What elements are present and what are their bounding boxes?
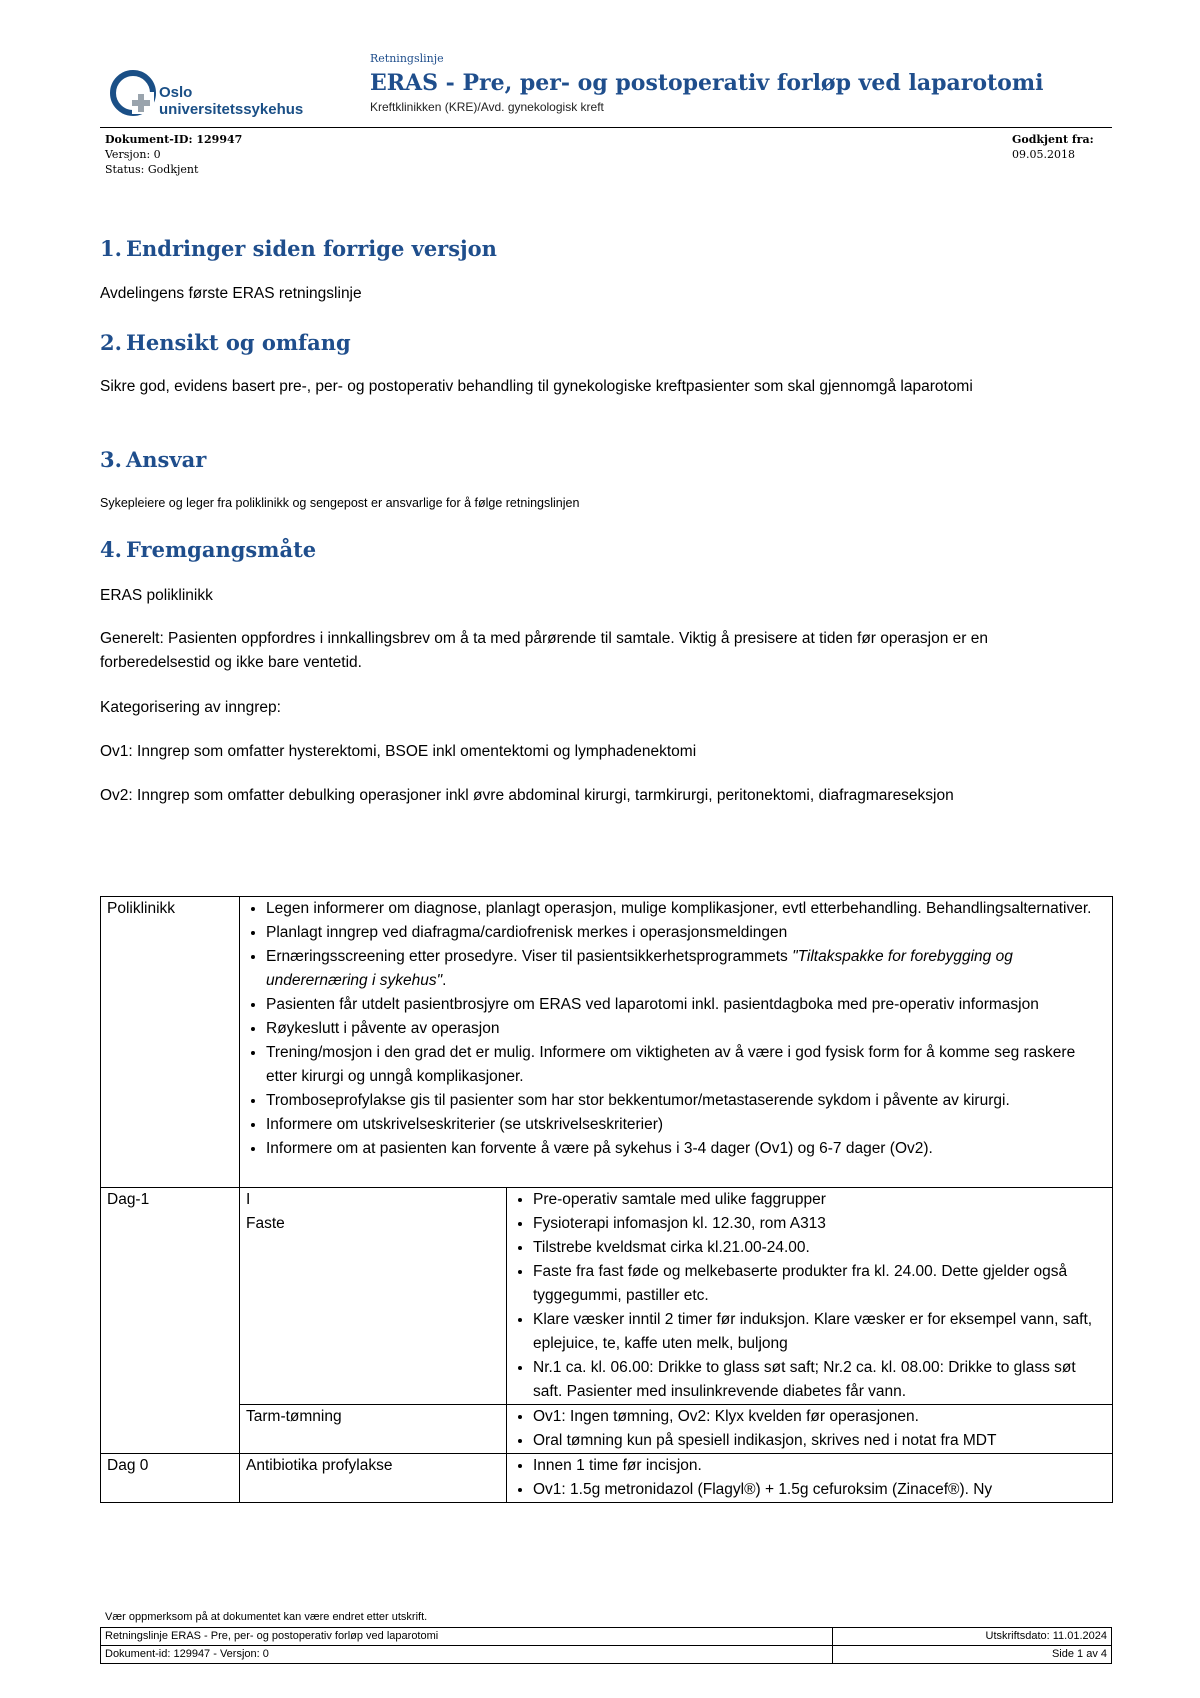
list-item: • Tilstrebe kveldsmat cirka kl.21.00-24.00. [533,1236,1106,1260]
dag-1-subcategory [240,1188,507,1405]
list-item: • Nr.1 ca. kl. 06.00: Drikke to glass søt saft; Nr.2 ca. kl. 08.00: Drikke to glass søt saft. Pasienter med insulinkrevende diabetes får vann. [533,1356,1106,1404]
table-row [101,1405,1113,1454]
document-status: Status: Godkjent [105,163,199,176]
tarm-tomning-list [513,1405,1106,1453]
hospital-logo-icon [110,70,156,116]
footer-doc-version: Dokument-id: 129947 - Versjon: 0 [101,1646,833,1664]
section-3-text: Sykepleiere og leger fra poliklinikk og sengepost er ansvarlige for å følge retningslinjen [100,496,580,510]
list-item: • Oral tømning kun på spesiell indikasjon, skrives ned i notat fra MDT [533,1429,1106,1453]
document-id: Dokument-ID: 129947 [105,133,243,146]
row-label-dag-0: Dag 0 [101,1454,240,1503]
footer-print-date: Utskriftsdato: 11.01.2024 [832,1628,1111,1646]
table-row [101,1646,1112,1664]
section-1-title: Endringer siden forrige versjon [126,236,497,261]
table-row [101,1188,1113,1405]
nutrition-program-name: "Tiltakspakke for forebygging og underernæring i sykehus" [266,948,1013,989]
section-2-heading [100,330,351,355]
logo-line-1: Oslo [159,84,193,101]
department: Kreftklinikken (KRE)/Avd. gynekologisk kreft [370,100,604,114]
hospital-logo-text [159,84,303,118]
list-item: • Planlagt inngrep ved diafragma/cardiofrenisk merkes i operasjonsmeldingen [266,921,1106,945]
section-4-title: Fremgangsmåte [126,537,317,562]
list-item: • Trening/mosjon i den grad det er mulig. Informere om viktigheten av å være i god fysisk form for å komme seg raskere etter kirurgi og unngå komplikasjoner. [266,1041,1106,1089]
table-row [101,1454,1113,1503]
section-2-title: Hensikt og omfang [126,330,351,355]
section-4-heading [100,537,316,562]
list-item: • Informere om at pasienten kan forvente å være på sykehus i 3-4 dager (Ov1) og 6-7 dager (Ov2). [266,1137,1106,1161]
antibiotika-label: Antibiotika profylakse [240,1454,507,1503]
list-item: • Informere om utskrivelseskriterier (se utskrivelseskriterier) [266,1113,1106,1137]
row-label-poliklinikk: Poliklinikk [101,897,240,1188]
list-item: • Pre-operativ samtale med ulike faggrupper [533,1188,1106,1212]
footer-title: Retningslinje ERAS - Pre, per- og postoperativ forløp ved laparotomi [101,1628,833,1646]
section-1-heading [100,236,497,261]
ov2-definition: Ov2: Inngrep som omfatter debulking operasjoner inkl øvre abdominal kirurgi, tarmkirurgi, peritonektomi, diafragmareseksjon [100,787,954,804]
table-row [101,1628,1112,1646]
dag-1-sub-marker: I [246,1191,251,1208]
nutrition-text: Ernæringsscreening etter prosedyre. Viser til pasientsikkerhetsprogrammets [266,948,793,965]
tarm-tomning-label: Tarm-tømning [240,1405,507,1454]
list-item: • Fysioterapi infomasjon kl. 12.30, rom A313 [533,1212,1106,1236]
list-item: • Faste fra fast føde og melkebaserte produkter fra kl. 24.00. Dette gjelder også tyggegummi, pastiller etc. [533,1260,1106,1308]
section-1-number: 1. [100,236,122,261]
dag-1-sub-faste: Faste [246,1215,285,1232]
ov1-definition: Ov1: Inngrep som omfatter hysterektomi, BSOE inkl omentektomi og lymphadenektomi [100,743,697,760]
antibiotika-list [513,1454,1106,1502]
document-type: Retningslinje [370,52,444,65]
eras-poliklinikk-heading: ERAS poliklinikk [100,587,213,604]
section-3-number: 3. [100,447,122,472]
eras-plan-table [100,896,1113,1503]
table-row [101,897,1113,1188]
antibiotika-items-cell [507,1454,1113,1503]
tarm-tomning-items-cell [507,1405,1113,1454]
list-item [266,945,1106,993]
dag-1-items-cell [507,1188,1113,1405]
poliklinikk-items-cell [240,897,1113,1188]
document-version: Versjon: 0 [105,148,161,161]
dag-1-list [513,1188,1106,1404]
poliklinikk-list [246,897,1106,1161]
approved-date: 09.05.2018 [1012,148,1075,161]
list-item: • Legen informerer om diagnose, planlagt operasjon, mulige komplikasjoner, evtl etterbehandling. Behandlingsalternativer. [266,897,1106,921]
footer-note: Vær oppmerksom på at dokumentet kan være endret etter utskrift. [105,1611,428,1623]
section-2-number: 2. [100,330,122,355]
logo-line-2: universitetssykehus [159,101,304,118]
list-item: • Klare væsker inntil 2 timer før induksjon. Klare væsker er for eksempel vann, saft, eplejuice, te, kaffe uten melk, buljong [533,1308,1106,1356]
general-paragraph: Generelt: Pasienten oppfordres i innkallingsbrev om å ta med pårørende til samtale. Viktig å presisere at tiden før operasjon er en forberedelsestid og ikke bare ventetid. [100,630,988,671]
section-2-text: Sikre god, evidens basert pre-, per- og postoperativ behandling til gynekologiske kreftpasienter som skal gjennomgå laparotomi [100,378,973,395]
section-1-text: Avdelingens første ERAS retningslinje [100,285,362,302]
section-3-title: Ansvar [126,447,207,472]
list-item: • Innen 1 time før incisjon. [533,1454,1106,1478]
footer-table [100,1627,1112,1664]
document-title: ERAS - Pre, per- og postoperativ forløp ved laparotomi [370,70,1044,96]
section-3-heading [100,447,206,472]
list-item: • Pasienten får utdelt pasientbrosjyre om ERAS ved laparotomi inkl. pasientdagboka med pre-operativ informasjon [266,993,1106,1017]
section-4-number: 4. [100,537,122,562]
list-item: • Tromboseprofylakse gis til pasienter som har stor bekkentumor/metastaserende sykdom i påvente av kirurgi. [266,1089,1106,1113]
approved-label: Godkjent fra: [1012,133,1094,146]
list-item: • Røykeslutt i påvente av operasjon [266,1017,1106,1041]
list-item: • Ov1: 1.5g metronidazol (Flagyl®) + 1.5g cefuroksim (Zinacef®). Ny [533,1478,1106,1502]
list-item: • Ov1: Ingen tømning, Ov2: Klyx kvelden før operasjonen. [533,1405,1106,1429]
categorization-label: Kategorisering av inngrep: [100,699,281,716]
nutrition-end: . [442,972,447,989]
document-meta [105,132,242,177]
approval-info [1012,132,1094,162]
footer-page-number: Side 1 av 4 [832,1646,1111,1664]
row-label-dag-1: Dag-1 [101,1188,240,1454]
header-divider [100,127,1112,128]
